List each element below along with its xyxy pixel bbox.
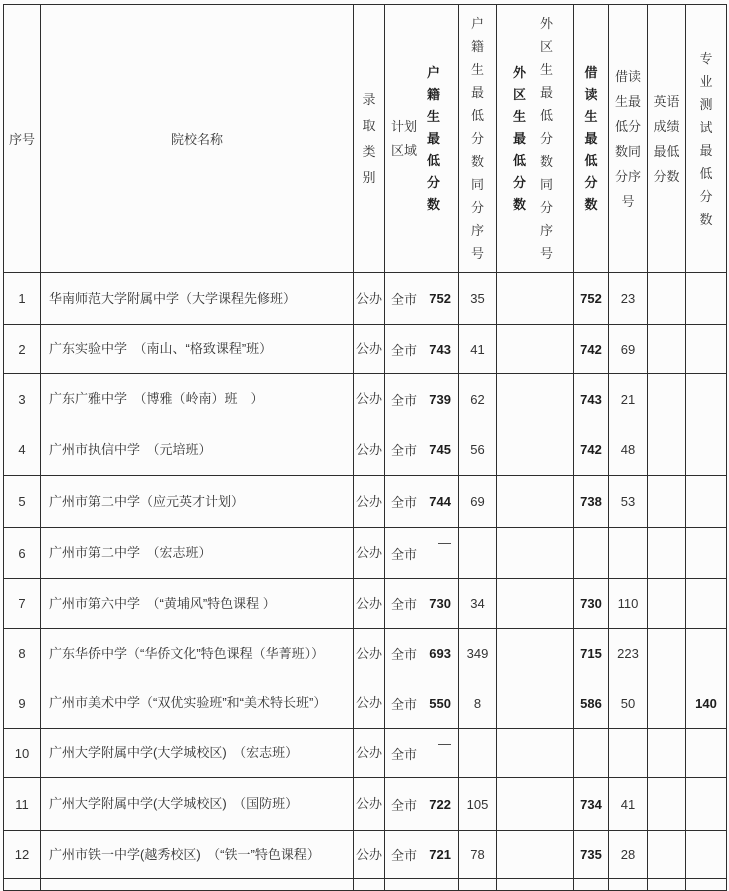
resident-tie-rank: 105: [466, 796, 489, 812]
outer-district-score-cell: [497, 879, 574, 891]
school-name-cell: [41, 831, 354, 879]
header-english-min-label: 英语成绩最低分数: [653, 93, 680, 184]
english-score-cell: [648, 629, 686, 729]
header-plan-region-label: 计划区域: [390, 118, 417, 158]
professional-score-cell: [686, 729, 727, 778]
header-borrow-tie: [609, 5, 648, 273]
professional-score-cell: [686, 273, 727, 325]
borrow-tie-rank-cell: [609, 629, 648, 729]
header-admission-type: [354, 5, 385, 273]
resident-score: 739: [429, 391, 451, 407]
borrow-score-cell: [574, 778, 609, 831]
borrow-score: 730: [580, 596, 602, 611]
seq-value-cell: [4, 879, 41, 891]
resident-tie-rank: 41: [470, 341, 485, 357]
header-english-min: [648, 5, 686, 273]
school-name: 广州市铁一中学(越秀校区) （“铁一”特色课程）: [49, 846, 320, 862]
seq-value-cell: [4, 374, 41, 476]
borrow-tie-rank-cell: [609, 273, 648, 325]
plan-region-and-resident-score-cell: [385, 273, 459, 325]
english-score-cell: [648, 476, 686, 528]
plan-region: 全市: [391, 392, 418, 408]
plan-region-and-resident-score-cell: [385, 579, 459, 629]
header-row: [4, 5, 727, 273]
plan-region: 全市: [391, 647, 418, 663]
header-school-label: 院校名称: [170, 132, 223, 147]
table-row: [4, 374, 727, 476]
resident-score: 752: [429, 291, 451, 306]
header-outer-tie-label: 外区生最低分数同分序号: [539, 16, 553, 261]
plan-region: 全市: [391, 495, 418, 510]
professional-score-cell: [686, 579, 727, 629]
admission-type-cell: [354, 325, 385, 374]
resident-tie-rank: 78: [470, 847, 485, 862]
school-name: 广东广雅中学 （博雅（岭南）班 ）: [49, 391, 264, 407]
plan-region: 全市: [391, 746, 418, 762]
borrow-score-cell: [574, 476, 609, 528]
resident-score: 550: [429, 695, 451, 711]
header-borrow-min-label: 借读生最低分数: [584, 64, 598, 212]
resident-tie-rank-cell: [459, 528, 497, 579]
admission-type: 公办: [355, 796, 382, 811]
professional-score-cell: [686, 629, 727, 729]
english-score-cell: [648, 729, 686, 778]
professional-score: 140: [695, 695, 717, 711]
table-body: [4, 273, 727, 891]
table-row: [4, 778, 727, 831]
seq-value-cell: [4, 325, 41, 374]
borrow-score: 715: [580, 646, 602, 662]
seq-value: 1: [18, 291, 26, 306]
borrow-tie-rank-cell: [609, 579, 648, 629]
borrow-tie-rank: 110: [617, 596, 639, 611]
resident-tie-rank-cell: [459, 879, 497, 891]
borrow-tie-rank: 41: [620, 796, 636, 812]
english-score-cell: [648, 273, 686, 325]
admission-type-cell: [354, 729, 385, 778]
resident-tie-rank: 34: [470, 596, 485, 611]
borrow-tie-rank-cell: [609, 729, 648, 778]
outer-district-score-cell: [497, 778, 574, 831]
resident-score: 745: [429, 442, 451, 458]
admission-type: 公办: [355, 595, 382, 611]
resident-tie-rank-cell: [459, 778, 497, 831]
borrow-tie-rank: 53: [620, 494, 636, 509]
english-score-cell: [648, 374, 686, 476]
table-row: [4, 273, 727, 325]
resident-tie-rank-cell: [459, 831, 497, 879]
resident-score: 744: [429, 494, 451, 509]
seq-value: 8: [18, 646, 26, 662]
plan-region: 全市: [391, 597, 418, 612]
borrow-tie-rank: 28: [620, 847, 636, 862]
borrow-tie-rank-cell: [609, 325, 648, 374]
borrow-score: 735: [580, 847, 602, 862]
outer-district-score-cell: [497, 374, 574, 476]
borrow-tie-rank: 69: [620, 341, 636, 357]
admission-type: 公办: [355, 695, 382, 711]
professional-score-cell: [686, 879, 727, 891]
resident-score: 722: [429, 796, 451, 812]
school-name-cell: [41, 374, 354, 476]
outer-district-score-cell: [497, 476, 574, 528]
english-score-cell: [648, 579, 686, 629]
resident-tie-rank: 8: [473, 695, 482, 711]
seq-value-cell: [4, 528, 41, 579]
admission-type: 公办: [355, 745, 382, 760]
borrow-score-cell: [574, 374, 609, 476]
school-name: 广州市第六中学 （“黄埔风”特色课程 ）: [49, 595, 276, 611]
table-row: [4, 879, 727, 891]
seq-value: 5: [18, 494, 26, 509]
outer-district-score-cell: [497, 273, 574, 325]
borrow-score: 586: [580, 695, 602, 711]
plan-region: 全市: [391, 797, 418, 813]
resident-score: 743: [429, 341, 451, 357]
resident-tie-rank: 69: [470, 494, 485, 509]
admission-type-cell: [354, 778, 385, 831]
table-row: [4, 325, 727, 374]
resident-tie-rank-cell: [459, 629, 497, 729]
english-score-cell: [648, 528, 686, 579]
school-name: 广州大学附属中学(大学城校区) （宏志班）: [49, 745, 299, 760]
plan-region-and-resident-score-cell: [385, 325, 459, 374]
table-header: [4, 5, 727, 273]
admission-type: 公办: [355, 391, 382, 407]
school-name: 广东实验中学 （南山、“格致课程”班）: [49, 341, 273, 356]
school-name-cell: [41, 879, 354, 891]
admission-type: 公办: [355, 341, 382, 356]
plan-region-and-resident-score-cell: [385, 778, 459, 831]
admission-type-cell: [354, 374, 385, 476]
header-resident-min-label: 户籍生最低分数: [426, 64, 440, 212]
professional-score-cell: [686, 476, 727, 528]
school-name: 广州市第二中学（应元英才计划）: [49, 493, 245, 509]
outer-district-score-cell: [497, 528, 574, 579]
plan-region: 全市: [391, 848, 418, 863]
plan-region: 全市: [391, 342, 418, 358]
resident-score: 721: [429, 847, 451, 862]
outer-district-score-cell: [497, 325, 574, 374]
borrow-tie-rank-cell: [609, 778, 648, 831]
table-row: [4, 729, 727, 778]
admission-type: 公办: [355, 290, 382, 306]
school-name-cell: [41, 729, 354, 778]
seq-value: 7: [18, 596, 26, 611]
table-row: [4, 579, 727, 629]
english-score-cell: [648, 879, 686, 891]
english-score-cell: [648, 778, 686, 831]
header-plan-region-group: [385, 62, 458, 216]
borrow-score-cell: [574, 325, 609, 374]
table-row: [4, 476, 727, 528]
header-professional-min: [686, 5, 727, 273]
school-name-cell: [41, 273, 354, 325]
admission-type-cell: [354, 879, 385, 891]
table-row: [4, 831, 727, 879]
borrow-score: 742: [580, 442, 602, 458]
school-name: 广东华侨中学（“华侨文化”特色课程（华菁班））: [49, 645, 325, 661]
borrow-score-cell: [574, 528, 609, 579]
outer-district-score-cell: [497, 831, 574, 879]
borrow-tie-rank-cell: [609, 374, 648, 476]
resident-score: 730: [429, 596, 451, 611]
borrow-score: 742: [580, 341, 602, 357]
resident-score: —: [438, 535, 451, 550]
borrow-score: 734: [580, 796, 602, 812]
admission-type: 公办: [355, 645, 382, 661]
header-resident-tie-label: 户籍生最低分数同分序号: [470, 16, 484, 261]
borrow-score: 738: [580, 494, 602, 509]
borrow-score-cell: [574, 879, 609, 891]
borrow-tie-rank-cell: [609, 476, 648, 528]
resident-tie-rank: 56: [470, 442, 485, 458]
plan-region: 全市: [391, 292, 418, 307]
header-resident-tie: [459, 5, 497, 273]
header-borrow-min: [574, 5, 609, 273]
professional-score-cell: [686, 528, 727, 579]
resident-tie-rank: 62: [470, 391, 485, 407]
school-name-cell: [41, 528, 354, 579]
outer-district-score-cell: [497, 729, 574, 778]
school-name-cell: [41, 778, 354, 831]
admission-type-cell: [354, 476, 385, 528]
seq-value-cell: [4, 629, 41, 729]
professional-score-cell: [686, 778, 727, 831]
outer-district-score-cell: [497, 629, 574, 729]
school-name-cell: [41, 579, 354, 629]
borrow-tie-rank: 23: [620, 291, 636, 306]
header-seq: [4, 5, 41, 273]
header-admission-type-label: 录取类别: [362, 91, 376, 185]
outer-district-score-cell: [497, 579, 574, 629]
admission-type-cell: [354, 629, 385, 729]
borrow-score-cell: [574, 273, 609, 325]
professional-score-cell: [686, 374, 727, 476]
borrow-tie-rank: 48: [620, 442, 636, 458]
header-professional-min-label: 专业测试最低分数: [699, 50, 713, 227]
seq-value: 9: [18, 695, 26, 711]
seq-value-cell: [4, 831, 41, 879]
resident-tie-rank-cell: [459, 729, 497, 778]
seq-value: 10: [14, 745, 30, 761]
admission-type-cell: [354, 273, 385, 325]
school-name: 广州市第二中学 （宏志班）: [49, 545, 212, 560]
seq-value: 3: [18, 391, 26, 407]
plan-region: 全市: [391, 546, 418, 562]
school-name-cell: [41, 325, 354, 374]
header-seq-label: 序号: [8, 132, 35, 147]
borrow-tie-rank: 223: [617, 646, 639, 662]
plan-region-and-resident-score-cell: [385, 374, 459, 476]
borrow-score-cell: [574, 579, 609, 629]
english-score-cell: [648, 325, 686, 374]
plan-region-and-resident-score-cell: [385, 476, 459, 528]
plan-region: 全市: [391, 443, 418, 459]
header-outer-group: [497, 12, 573, 265]
borrow-tie-rank: 50: [620, 695, 636, 711]
table-row: [4, 528, 727, 579]
admission-type: 公办: [355, 441, 382, 457]
admission-type-cell: [354, 831, 385, 879]
borrow-score-cell: [574, 629, 609, 729]
resident-tie-rank: 349: [466, 646, 489, 662]
header-school-name: [41, 5, 354, 273]
borrow-score-cell: [574, 729, 609, 778]
school-name-cell: [41, 476, 354, 528]
borrow-tie-rank-cell: [609, 528, 648, 579]
header-plan-region-resident-min: [385, 5, 459, 273]
admission-type-cell: [354, 528, 385, 579]
seq-value-cell: [4, 579, 41, 629]
borrow-score-cell: [574, 831, 609, 879]
resident-tie-rank-cell: [459, 476, 497, 528]
seq-value: 11: [15, 796, 29, 812]
admission-score-table: [3, 4, 727, 891]
seq-value: 12: [14, 847, 30, 862]
seq-value: 4: [18, 442, 26, 458]
header-outer-min-label: 外区生最低分数: [512, 64, 526, 212]
resident-tie-rank-cell: [459, 325, 497, 374]
borrow-tie-rank-cell: [609, 879, 648, 891]
seq-value-cell: [4, 476, 41, 528]
header-outer-district: [497, 5, 574, 273]
resident-tie-rank-cell: [459, 273, 497, 325]
school-name: 广州市美术中学（“双优实验班”和“美术特长班”）: [49, 695, 327, 711]
borrow-tie-rank-cell: [609, 831, 648, 879]
resident-tie-rank: 35: [470, 291, 485, 306]
resident-score: —: [438, 736, 451, 751]
admission-type-cell: [354, 579, 385, 629]
plan-region-and-resident-score-cell: [385, 629, 459, 729]
seq-value-cell: [4, 273, 41, 325]
table-row: [4, 629, 727, 729]
plan-region-and-resident-score-cell: [385, 729, 459, 778]
school-name: 华南师范大学附属中学（大学课程先修班）: [49, 290, 297, 306]
seq-value-cell: [4, 778, 41, 831]
resident-tie-rank-cell: [459, 374, 497, 476]
admission-type: 公办: [355, 545, 382, 560]
borrow-score: 743: [580, 391, 602, 407]
english-score-cell: [648, 831, 686, 879]
plan-region: 全市: [391, 696, 418, 712]
professional-score-cell: [686, 831, 727, 879]
borrow-score: 752: [580, 291, 602, 306]
admission-type: 公办: [355, 493, 382, 509]
school-name: 广州市执信中学 （元培班）: [49, 441, 212, 457]
plan-region-and-resident-score-cell: [385, 528, 459, 579]
plan-region-and-resident-score-cell: [385, 831, 459, 879]
school-name-cell: [41, 629, 354, 729]
professional-score-cell: [686, 325, 727, 374]
admission-type: 公办: [355, 846, 382, 862]
seq-value-cell: [4, 729, 41, 778]
resident-tie-rank-cell: [459, 579, 497, 629]
seq-value: 2: [18, 341, 26, 357]
school-name: 广州大学附属中学(大学城校区) （国防班）: [49, 796, 299, 811]
plan-region-and-resident-score-cell: [385, 879, 459, 891]
header-borrow-tie-label: 借读生最低分数同分序号: [614, 68, 641, 209]
resident-score: 693: [429, 646, 451, 662]
seq-value: 6: [18, 545, 26, 561]
borrow-tie-rank: 21: [620, 391, 636, 407]
